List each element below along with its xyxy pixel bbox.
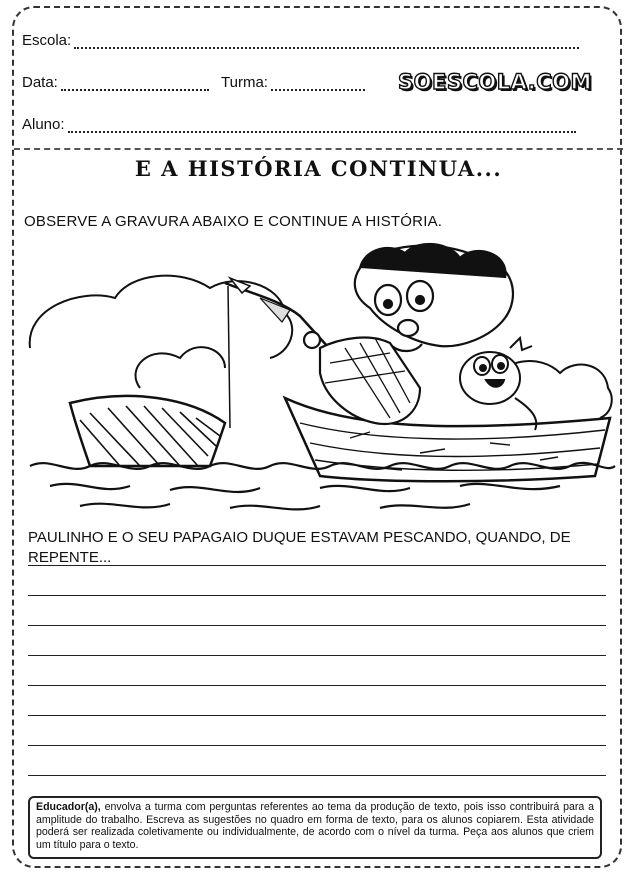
activity-title: E A HISTÓRIA CONTINUA... [134, 156, 503, 181]
fishing-scene-illustration [20, 238, 620, 518]
student-label: Aluno: [22, 116, 65, 133]
writing-line[interactable] [28, 715, 606, 716]
educator-note-text: envolva a turma com perguntas referentes ao tema da produção de texto, pois isso contribuirá para a amplitude do trabalho. Escreva as sugestões no quadro em forma de texto, para os alunos copiarem. Esta atividade poderá ser realizada coletivamente ou individualmente, de acordo com o nível da turma. Peça aos alunos que criem um título para o texto. [36, 801, 594, 851]
educator-note [28, 796, 602, 859]
writing-line[interactable] [28, 655, 606, 656]
student-blank-line[interactable] [68, 119, 576, 133]
writing-line[interactable] [28, 775, 606, 776]
school-field[interactable] [22, 32, 579, 49]
header-separator [14, 148, 623, 150]
parrot-icon [460, 338, 536, 430]
writing-line[interactable] [28, 745, 606, 746]
writing-line[interactable] [28, 565, 606, 566]
writing-line[interactable] [28, 625, 606, 626]
date-field[interactable] [22, 74, 209, 91]
date-label: Data: [22, 74, 58, 91]
school-blank-line[interactable] [74, 35, 579, 49]
class-blank-line[interactable] [271, 77, 365, 91]
story-prompt: PAULINHO E O SEU PAPAGAIO DUQUE ESTAVAM PESCANDO, QUANDO, DE REPENTE... [28, 529, 571, 566]
writing-line[interactable] [28, 595, 606, 596]
school-label: Escola: [22, 32, 72, 49]
writing-line[interactable] [28, 685, 606, 686]
student-field[interactable] [22, 116, 576, 133]
class-label: Turma: [221, 74, 268, 91]
date-blank-line[interactable] [61, 77, 209, 91]
activity-instruction: OBSERVE A GRAVURA ABAIXO E CONTINUE A HISTÓRIA. [24, 213, 443, 230]
educator-note-lead: Educador(a), [36, 801, 101, 813]
shark-fin-icon [70, 396, 225, 466]
site-logo: SOESCOLA.COM [398, 70, 592, 94]
class-field[interactable] [221, 74, 365, 91]
